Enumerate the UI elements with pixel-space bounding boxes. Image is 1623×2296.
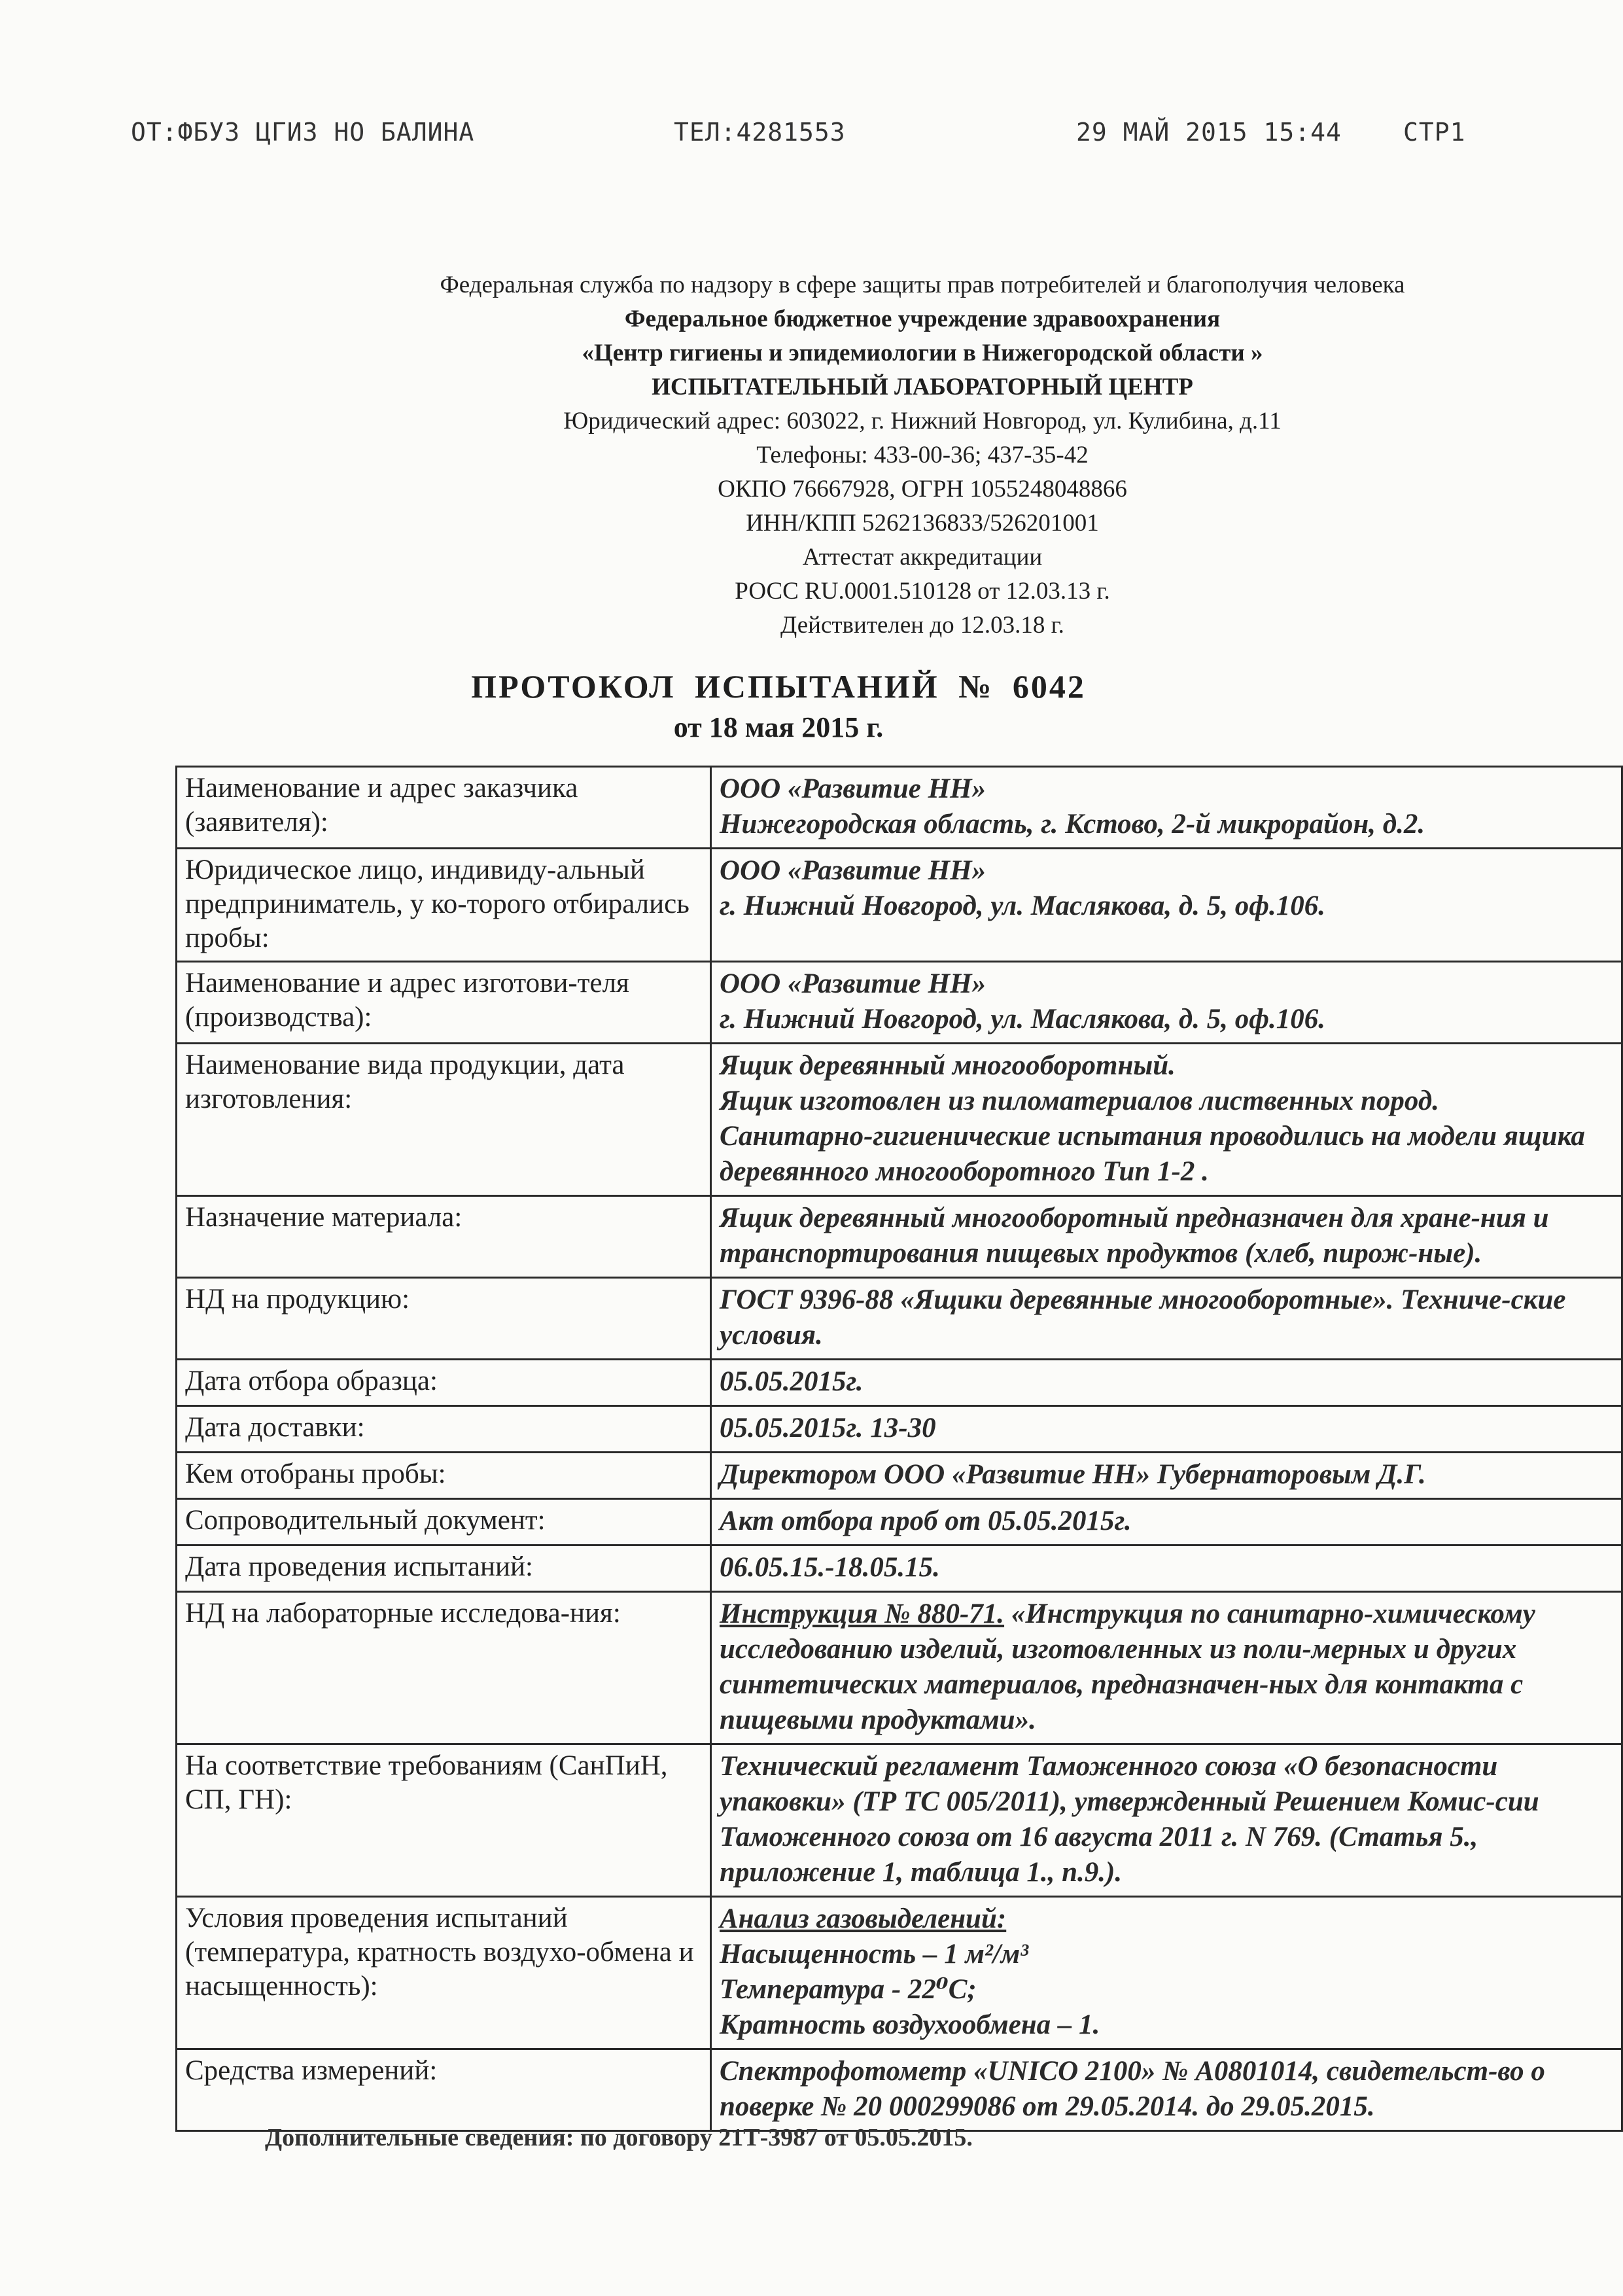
row-value-line: Директором ООО «Развитие НН» Губернаторовым Д.Г.: [720, 1459, 1426, 1490]
row-value-line: 05.05.2015г. 13-30: [720, 1413, 936, 1443]
row-value: [711, 1744, 1622, 1897]
row-value-line: Акт отбора проб от 05.05.2015г.: [720, 1506, 1132, 1536]
row-value: [711, 1592, 1622, 1744]
fax-sender: ОТ:ФБУЗ ЦГИЗ НО БАЛИНА: [131, 118, 475, 147]
row-value: [711, 767, 1622, 849]
table-row: [177, 1406, 1622, 1453]
row-label: Наименование и адрес изготови-теля (производства):: [177, 962, 711, 1044]
fax-page-number: СТР1: [1403, 118, 1466, 147]
row-value-line: г. Нижний Новгород, ул. Маслякова, д. 5, оф.106.: [720, 891, 1325, 921]
row-value-line: Ящик изготовлен из пиломатериалов лиственных пород.: [720, 1086, 1439, 1116]
table-row: [177, 1545, 1622, 1592]
header-institution-type: Федеральное бюджетное учреждение здравоохранения: [624, 306, 1221, 332]
table-row: [177, 1044, 1622, 1196]
header-inn-kpp: ИНН/КПП 5262136833/526201001: [746, 510, 1099, 537]
table-row: [177, 1499, 1622, 1545]
row-value: [711, 1499, 1622, 1545]
row-label: Кем отобраны пробы:: [177, 1453, 711, 1499]
row-label: Наименование вида продукции, дата изготовления:: [177, 1044, 711, 1196]
additional-info: Дополнительные сведения: по договору 21Т-3987 от 05.05.2015.: [265, 2124, 973, 2151]
row-value: [711, 1453, 1622, 1499]
row-label: Наименование и адрес заказчика (заявителя):: [177, 767, 711, 849]
table-row: [177, 1744, 1622, 1897]
header-institution-name: «Центр гигиены и эпидемиологии в Нижегородской области »: [582, 340, 1263, 366]
table-row: [177, 1897, 1622, 2049]
header-agency: Федеральная служба по надзору в сфере защиты прав потребителей и благополучия человека: [440, 272, 1405, 298]
header-lab-center: ИСПЫТАТЕЛЬНЫЙ ЛАБОРАТОРНЫЙ ЦЕНТР: [652, 374, 1193, 400]
protocol-title: ПРОТОКОЛ ИСПЫТАНИЙ № 6042: [471, 668, 1086, 705]
row-value: [711, 1360, 1622, 1406]
row-value: [711, 962, 1622, 1044]
row-value: [711, 1278, 1622, 1360]
row-value-line: Температура - 22⁰С;: [720, 1974, 977, 2005]
row-value: [711, 1044, 1622, 1196]
row-label: Юридическое лицо, индивиду-альный предприниматель, у ко-торого отбирались пробы:: [177, 849, 711, 962]
row-value: [711, 2049, 1622, 2131]
protocol-date: от 18 мая 2015 г.: [673, 711, 884, 743]
row-label: Сопроводительный документ:: [177, 1499, 711, 1545]
row-value: [711, 1196, 1622, 1278]
row-value-underlined: Анализ газовыделений:: [720, 1903, 1007, 1934]
row-value-line: г. Нижний Новгород, ул. Маслякова, д. 5, оф.106.: [720, 1004, 1325, 1034]
table-row: [177, 1453, 1622, 1499]
header-address: Юридический адрес: 603022, г. Нижний Новгород, ул. Кулибина, д.11: [563, 408, 1282, 434]
row-value: [711, 849, 1622, 962]
row-label: Назначение материала:: [177, 1196, 711, 1278]
row-value-line: Ящик деревянный многооборотный предназначен для хране-ния и транспортирования пищевых продуктов (хлеб, пирож-ные).: [720, 1203, 1549, 1269]
row-label: На соответствие требованиям (СанПиН, СП, ГН):: [177, 1744, 711, 1897]
row-value-line: 05.05.2015г.: [720, 1366, 864, 1397]
row-value-line: Кратность воздухообмена – 1.: [720, 2009, 1100, 2040]
fax-phone: ТЕЛ:4281553: [674, 118, 846, 147]
row-value: [711, 1545, 1622, 1592]
row-value-line: Санитарно-гигиенические испытания проводились на модели ящика деревянного многооборотного Тип 1-2 .: [720, 1121, 1585, 1187]
organization-header: [327, 268, 1518, 643]
header-phones: Телефоны: 433-00-36; 437-35-42: [756, 442, 1089, 468]
protocol-title-block: [366, 667, 1191, 744]
table-row: [177, 1196, 1622, 1278]
table-row: [177, 849, 1622, 962]
row-label: НД на продукцию:: [177, 1278, 711, 1360]
row-value: [711, 1897, 1622, 2049]
row-label: Условия проведения испытаний (температура, кратность воздухо-обмена и насыщенность):: [177, 1897, 711, 2049]
row-value-line: Технический регламент Таможенного союза «О безопасности упаковки» (ТР ТС 005/2011), утвержденный Решением Комис-сии Таможенного союза от 16 августа 2011 г. N 769. (Статья 5., приложение 1, таблица 1., п.9.).: [720, 1751, 1539, 1888]
fax-date: 29 МАЙ 2015 15:44: [1076, 118, 1342, 147]
table-row: [177, 962, 1622, 1044]
row-value-line: 06.05.15.-18.05.15.: [720, 1552, 940, 1583]
row-value-line: Спектрофотометр «UNICO 2100» № А0801014, свидетельст-во о поверке № 20 000299086 от 29.05.2014. до 29.05.2015.: [720, 2056, 1545, 2122]
row-label: Дата отбора образца:: [177, 1360, 711, 1406]
header-accreditation-label: Аттестат аккредитации: [802, 544, 1043, 571]
row-label: Дата доставки:: [177, 1406, 711, 1453]
table-row: [177, 2049, 1622, 2131]
row-label: Средства измерений:: [177, 2049, 711, 2131]
row-label: Дата проведения испытаний:: [177, 1545, 711, 1592]
protocol-table: [175, 766, 1623, 2132]
row-value-line: Насыщенность – 1 м²/м³: [720, 1939, 1029, 1969]
row-value-line: Нижегородская область, г. Кстово, 2-й микрорайон, д.2.: [720, 809, 1425, 839]
row-value-line: «Инструкция по санитарно-химическому исследованию изделий, изготовленных из поли-мерных и других синтетических материалов, предназначен-ных для контакта с пищевыми продуктами».: [720, 1598, 1535, 1735]
table-row: [177, 767, 1622, 849]
row-value-line: ООО «Развитие НН»: [720, 773, 986, 804]
table-row: [177, 1592, 1622, 1744]
header-accreditation-number: РОСС RU.0001.510128 от 12.03.13 г.: [735, 578, 1110, 605]
row-value-line: ООО «Развитие НН»: [720, 968, 986, 999]
header-okpo-ogrn: ОКПО 76667928, ОГРН 1055248048866: [718, 476, 1127, 503]
table-row: [177, 1278, 1622, 1360]
row-value-line: ГОСТ 9396-88 «Ящики деревянные многооборотные». Техниче-ские условия.: [720, 1284, 1566, 1351]
row-value: [711, 1406, 1622, 1453]
row-label: НД на лабораторные исследова-ния:: [177, 1592, 711, 1744]
row-value-underlined: Инструкция № 880-71.: [720, 1598, 1005, 1629]
table-row: [177, 1360, 1622, 1406]
row-value-line: Ящик деревянный многооборотный.: [720, 1050, 1176, 1081]
row-value-line: ООО «Развитие НН»: [720, 855, 986, 886]
header-valid-until: Действителен до 12.03.18 г.: [780, 612, 1064, 639]
